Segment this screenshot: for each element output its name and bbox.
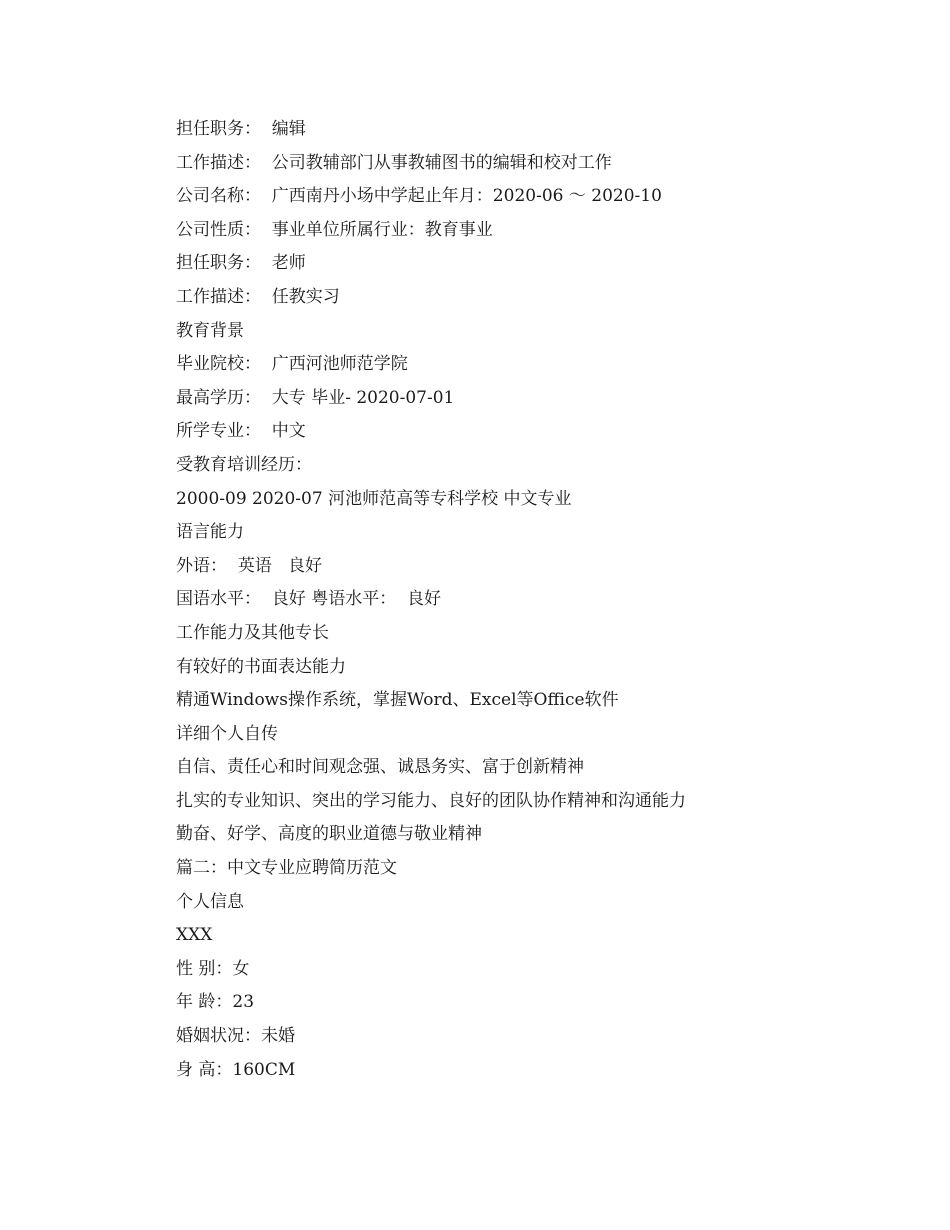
text-line: 受教育培训经历： [176,454,312,475]
text-line: 最高学历： 大专 毕业- 2020-07-01 [176,387,455,408]
text-line: 公司性质： 事业单位所属行业：教育事业 [176,219,493,240]
text-line: 毕业院校： 广西河池师范学院 [176,354,408,375]
text-line: 性 别：女 [176,958,250,979]
text-line: 国语水平： 良好 粤语水平： 良好 [176,589,442,610]
section-heading: 语言能力 [176,522,244,543]
text-line: 身 高：160CM [176,1059,296,1080]
text-line: 年 龄：23 [176,992,255,1013]
document-subtitle: 篇二：中文专业应聘简历范文 [176,858,397,879]
section-heading: 个人信息 [176,891,244,912]
text-line: XXX [176,925,213,946]
text-line: 外语： 英语 良好 [176,555,323,576]
document-body [176,113,876,1087]
text-line: 婚姻状况：未婚 [176,1026,295,1047]
text-line: 勤奋、好学、高度的职业道德与敬业精神 [176,824,482,845]
text-line: 2000-09 2020-07 河池师范高等专科学校 中文专业 [176,488,572,509]
text-line: 公司名称： 广西南丹小场中学起止年月：2020-06 ～ 2020-10 [176,186,662,207]
text-line: 工作描述： 任教实习 [176,286,340,307]
text-line: 有较好的书面表达能力 [176,656,346,677]
section-heading: 工作能力及其他专长 [176,622,329,643]
text-line: 担任职务： 编辑 [176,119,306,139]
text-line: 精通Windows操作系统，掌握Word、Excel等Office软件 [176,690,619,711]
text-line: 自信、责任心和时间观念强、诚恳务实、富于创新精神 [176,757,584,778]
text-line: 扎实的专业知识、突出的学习能力、良好的团队协作精神和沟通能力 [176,790,686,811]
section-heading: 教育背景 [176,320,244,341]
text-line: 担任职务： 老师 [176,253,306,274]
section-heading: 详细个人自传 [176,723,278,744]
text-line: 所学专业： 中文 [176,421,306,442]
text-line: 工作描述： 公司教辅部门从事教辅图书的编辑和校对工作 [176,152,612,173]
